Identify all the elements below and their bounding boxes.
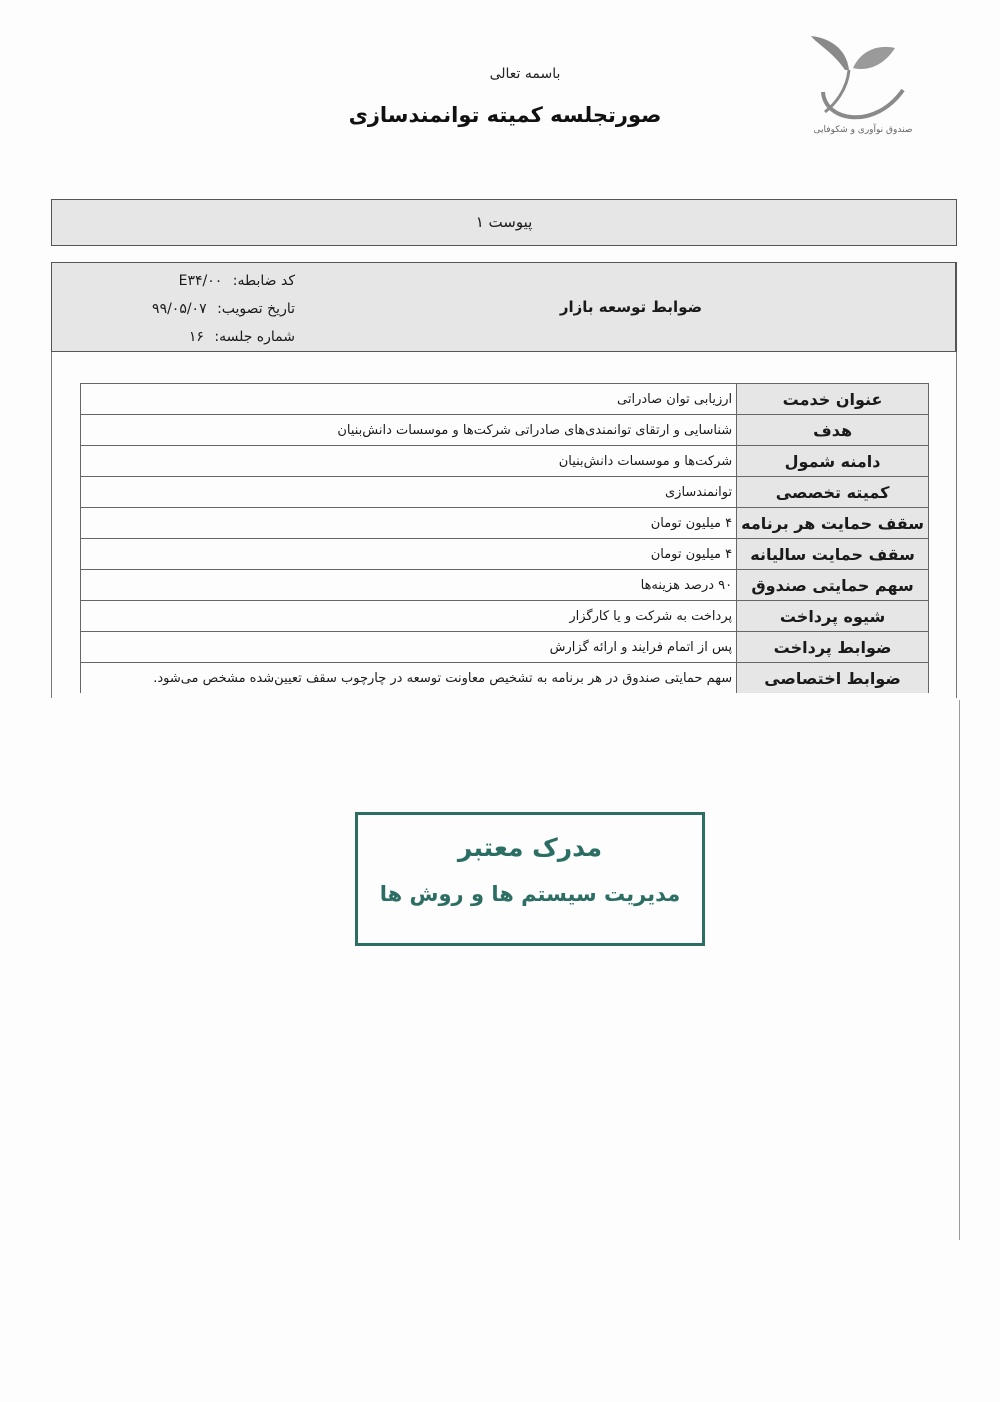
code-label: کد ضابطه: [232,273,295,289]
table-row [81,384,929,415]
logo-caption: صندوق نوآوری و شکوفایی [813,125,913,135]
approval-line [52,295,295,323]
row-label: سهم حمایتی صندوق [737,570,929,601]
session-value: ۱۶ [188,329,204,345]
table-row [81,601,929,632]
table-row [81,663,929,694]
row-value: توانمندسازی [81,477,737,508]
table-row [81,477,929,508]
table-row [81,570,929,601]
code-line [52,267,295,295]
stamp-subtitle: مدیریت سیستم ها و روش ها [379,882,681,906]
service-spec-table [80,383,929,693]
row-value: پرداخت به شرکت و یا کارگزار [81,601,737,632]
row-value: ۴ میلیون تومان [81,508,737,539]
approval-value: ۹۹/۰۵/۰۷ [152,301,207,317]
criteria-title [307,263,956,351]
session-label: شماره جلسه: [214,329,295,345]
row-label: ضوابط اختصاصی [737,663,929,694]
row-value: ۹۰ درصد هزینه‌ها [81,570,737,601]
row-label: عنوان خدمت [737,384,929,415]
table-row [81,508,929,539]
row-label: کمیته تخصصی [737,477,929,508]
row-value: شناسایی و ارتقای توانمندی‌های صادراتی شرکت‌ها و موسسات دانش‌بنیان [81,415,737,446]
code-value: E۳۴/۰۰ [178,273,223,289]
table-row [81,415,929,446]
row-value: سهم حمایتی صندوق در هر برنامه به تشخیص معاونت توسعه در چارچوب سقف تعیین‌شده مشخص می‌شود. [81,663,737,694]
criteria-meta [52,263,307,351]
table-row [81,446,929,477]
row-value: پس از اتمام فرایند و ارائه گزارش [81,632,737,663]
row-value: شرکت‌ها و موسسات دانش‌بنیان [81,446,737,477]
criteria-title-text: ضوابط توسعه بازار [559,298,703,316]
table-row [81,632,929,663]
row-label: سقف حمایت هر برنامه [737,508,929,539]
row-label: هدف [737,415,929,446]
row-value: ارزیابی توان صادراتی [81,384,737,415]
row-label: دامنه شمول [737,446,929,477]
stamp-title: مدرک معتبر [457,833,603,862]
attachment-label: پیوست ۱ [51,199,957,246]
page-title: صورتجلسه کمیته توانمندسازی [348,103,662,127]
row-label: شیوه پرداخت [737,601,929,632]
criteria-header [51,262,957,352]
fund-logo [805,30,915,140]
table-row [81,539,929,570]
approval-label: تاریخ تصویب: [217,301,295,317]
scan-edge-line [959,700,960,1240]
row-label: سقف حمایت سالیانه [737,539,929,570]
row-value: ۴ میلیون تومان [81,539,737,570]
bismillah: باسمه تعالی [489,66,561,82]
row-label: ضوابط پرداخت [737,632,929,663]
session-line [52,323,295,351]
leaf-logo-icon [805,30,915,140]
validity-stamp [355,812,705,946]
